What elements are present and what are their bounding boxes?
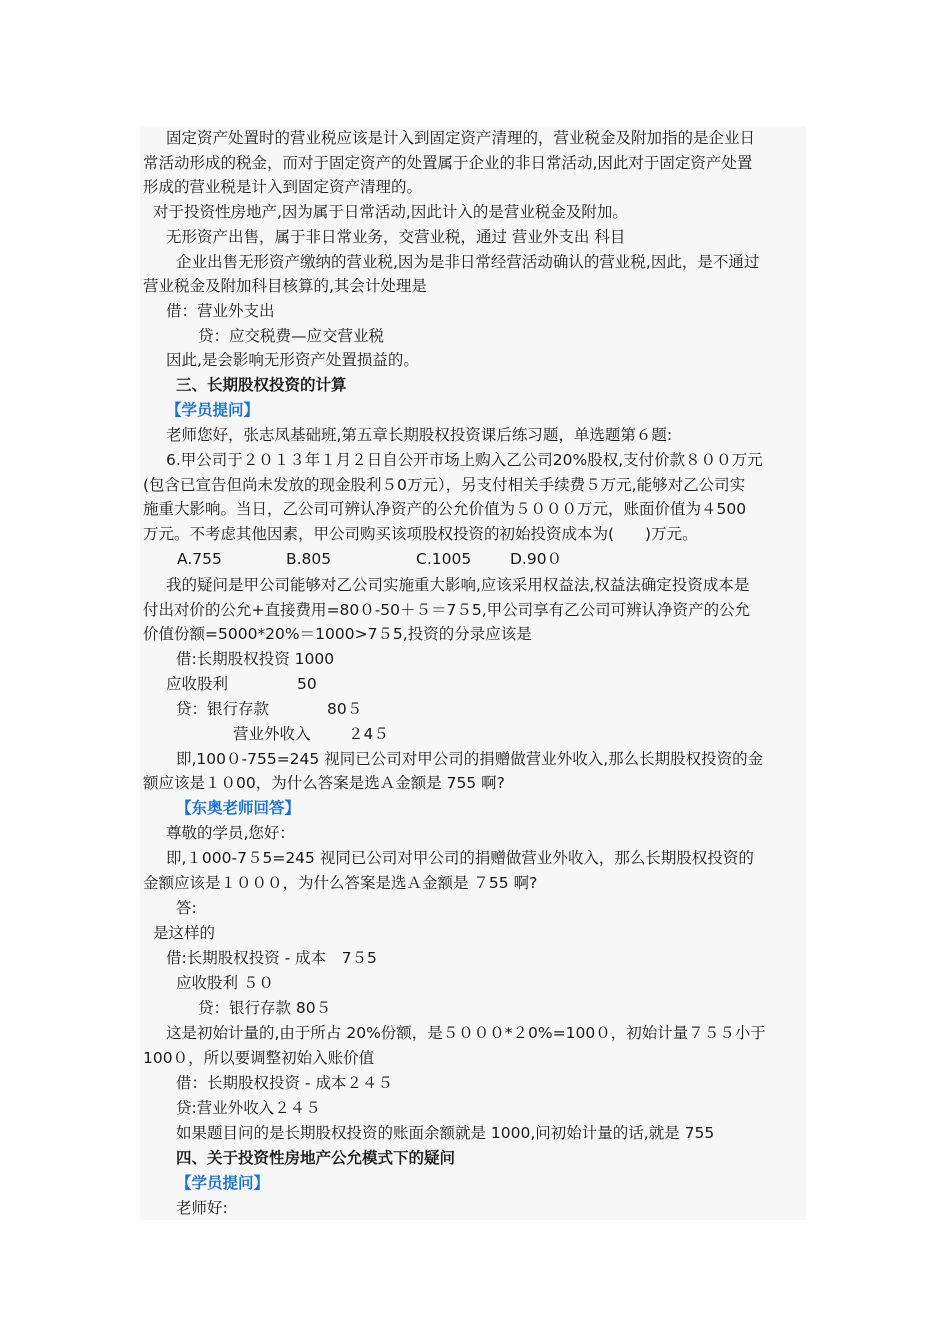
teacher-answer-tag: 【东奥老师回答】 [176,799,301,817]
paragraph-line: 即,100０-755=245 视同已公司对甲公司的捐赠做营业外收入,那么长期股权投资的金 [176,750,764,768]
paragraph-line: 企业出售无形资产缴纳的营业税,因为是非日常经营活动确认的营业税,因此，是不通过 [176,253,760,271]
paragraph-line: 这是初始计量的,由于所占 20%份额，是５０００*２0%=100０，初始计量７５５小于 [166,1024,766,1042]
section-heading: 三、长期股权投资的计算 [176,376,347,394]
paragraph-line: 营业税金及附加科目核算的,其会计处理是 [143,277,427,295]
journal-entry-amount: 80５ [327,700,363,718]
journal-entry-amount: ２4５ [348,725,389,743]
paragraph-line: 因此,是会影响无形资产处置损益的。 [166,351,419,369]
student-question-tag: 【学员提问】 [166,401,260,419]
journal-entry-line: 借：长期股权投资 - 成本２４５ [176,1074,393,1092]
paragraph-line: 常活动形成的税金，而对于固定资产的处置属于企业的非日常活动,因此对于固定资产处置 [143,154,753,172]
paragraph-line: 形成的营业税是计入到固定资产清理的。 [143,178,423,196]
journal-entry-label: 贷：银行存款 [176,700,270,718]
journal-entry-line: 借:长期股权投资 1000 [176,650,335,668]
section-heading: 四、关于投资性房地产公允模式下的疑问 [176,1149,456,1167]
journal-entry-label: 营业外收入 [233,725,311,743]
journal-entry-line: 贷：应交税费—应交营业税 [198,327,385,345]
journal-entry-line: 应收股利 ５０ [176,974,274,992]
paragraph-line: 100０，所以要调整初始入账价值 [143,1049,375,1067]
paragraph-line: 价值份额=5000*20%＝1000>7５5,投资的分录应该是 [143,625,532,643]
paragraph-line: 金额应该是１０００，为什么答案是选Ａ金额是 ７55 啊? [143,874,538,892]
paragraph-line: 如果题目问的是长期股权投资的账面余额就是 1000,问初始计量的话,就是 755 [176,1124,715,1142]
paragraph-line: 无形资产出售，属于非日常业务，交营业税，通过 营业外支出 科目 [166,228,626,246]
option-a: A.755 [177,550,222,568]
paragraph-line: 我的疑问是甲公司能够对乙公司实施重大影响,应该采用权益法,权益法确定投资成本是 [166,576,750,594]
option-b: B.805 [286,550,332,568]
option-d: D.90０ [510,550,563,568]
question-line: 6.甲公司于２０１３年１月２日自公开市场上购入乙公司20%股权,支付价款８００万元 [166,451,763,469]
question-line: 施重大影响。当日，乙公司可辨认净资产的公允价值为５０００万元，账面价值为４500 [143,500,747,518]
paragraph-line: 答: [176,899,197,917]
journal-entry-line: 贷：银行存款 80５ [198,999,332,1017]
paragraph-line: 付出对价的公允+直接费用=80０-50＋５＝7５5,甲公司享有乙公司可辨认净资产的公允 [143,601,751,619]
option-c: C.1005 [416,550,472,568]
paragraph-line: 老师您好，张志凤基础班,第五章长期股权投资课后练习题，单选题第６题: [166,426,673,444]
paragraph-line: 固定资产处置时的营业税应该是计入到固定资产清理的，营业税金及附加指的是企业日 [166,129,756,147]
journal-entry-label: 应收股利 [166,675,229,693]
paragraph-line: 对于投资性房地产,因为属于日常活动,因此计入的是营业税金及附加。 [153,203,628,221]
paragraph-line: 老师好: [176,1199,228,1217]
journal-entry-line: 借：营业外支出 [166,302,275,320]
paragraph-line: 即,１000-7５5=245 视同已公司对甲公司的捐赠做营业外收入，那么长期股权投资的 [166,849,754,867]
question-line: (包含已宣告但尚未发放的现金股利５0万元），另支付相关手续费５万元,能够对乙公司实 [143,476,746,494]
paragraph-line: 尊敬的学员,您好： [166,824,295,842]
journal-entry-line: 借:长期股权投资 - 成本 7５5 [166,949,377,967]
paragraph-line: 额应该是１０00，为什么答案是选Ａ金额是 755 啊? [143,774,505,792]
question-line: 万元。不考虑其他因素，甲公司购买该项股权投资的初始投资成本为( )万元。 [143,525,698,543]
journal-entry-line: 贷:营业外收入２４５ [176,1099,321,1117]
student-question-tag: 【学员提问】 [176,1174,270,1192]
paragraph-line: 是这样的 [153,924,216,942]
journal-entry-amount: 50 [297,675,317,693]
